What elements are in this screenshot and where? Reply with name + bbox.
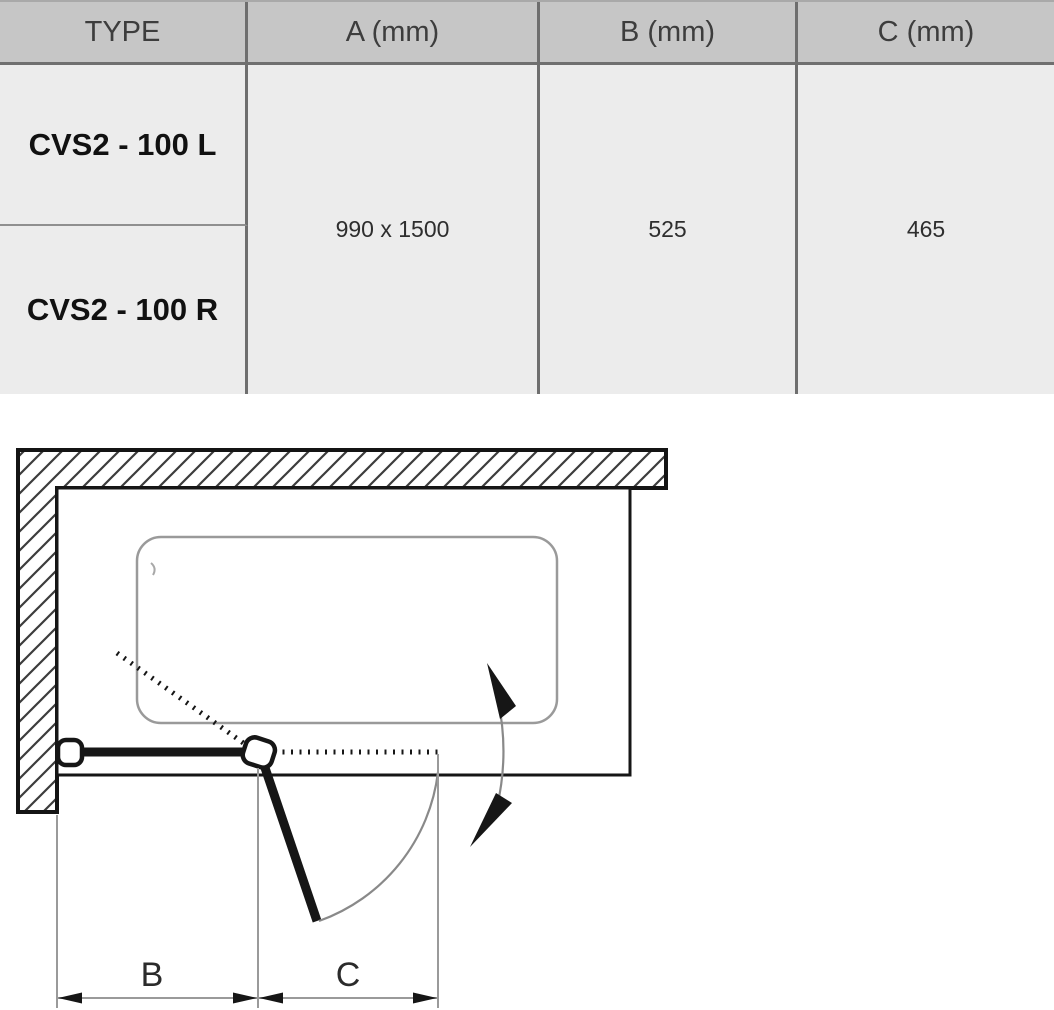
column-header-a: A (mm) [248, 2, 540, 65]
column-header-type: TYPE [0, 2, 248, 65]
swivel-arrow-down-icon [470, 793, 512, 847]
column-header-c: C (mm) [798, 2, 1054, 65]
bathtub-outline [57, 488, 630, 775]
value-c-mm: 465 [798, 65, 1054, 394]
dimension-b-label: B [140, 956, 164, 994]
wall-bracket [58, 740, 82, 765]
door-swing-arc [319, 772, 438, 921]
column-header-b: B (mm) [540, 2, 798, 65]
dimension-c-label: C [335, 956, 361, 994]
pivot-door-open [261, 756, 317, 921]
table-row-type-left: CVS2 - 100 L [0, 65, 248, 226]
value-b-mm: 525 [540, 65, 798, 394]
dim-b-arrow-left-icon [58, 993, 82, 1004]
table-row-type-right: CVS2 - 100 R [0, 226, 248, 394]
bath-screen-top-view-drawing [0, 440, 1054, 1010]
dim-b-arrow-right-icon [233, 993, 257, 1004]
dim-c-arrow-left-icon [259, 993, 283, 1004]
value-a-mm: 990 x 1500 [248, 65, 540, 394]
dimensions-table [0, 0, 1054, 392]
dim-c-arrow-right-icon [413, 993, 437, 1004]
